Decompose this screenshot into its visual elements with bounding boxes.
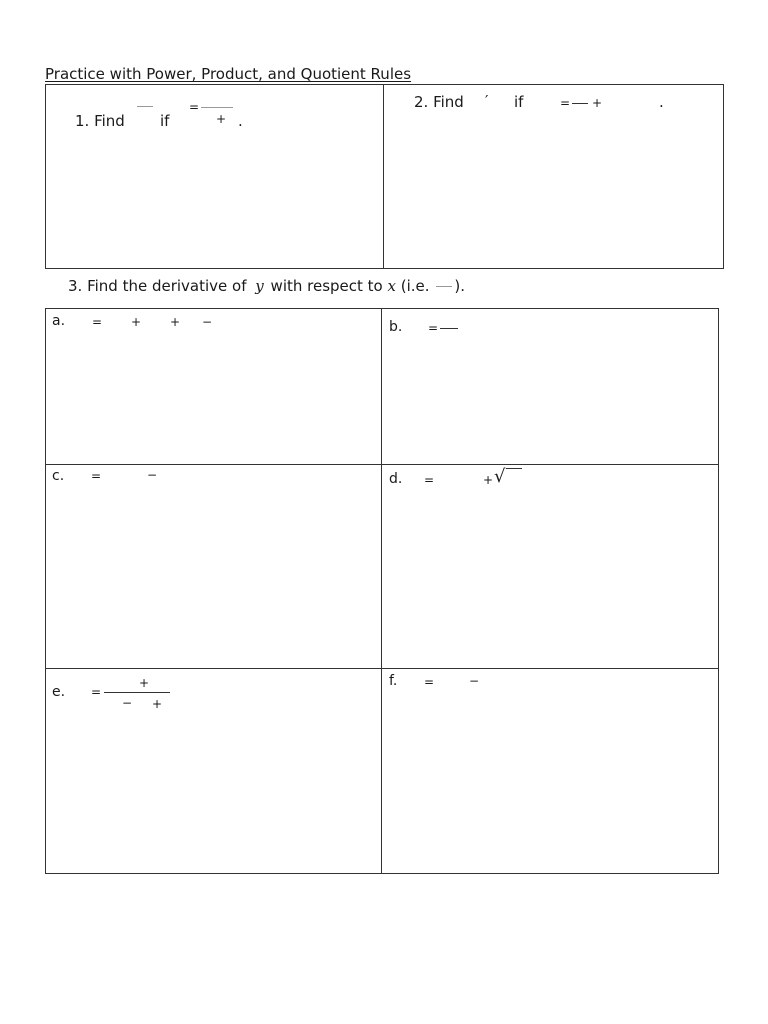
part-f-label: f. [389,673,398,689]
part-a-op1: + [131,315,142,329]
problem-2-period: . [659,93,664,111]
part-e-numerator-op: + [139,676,150,690]
part-d-op1: + [483,473,494,487]
problem-3-middle: with respect to [270,277,383,295]
part-f-equals: = [424,675,435,689]
problem-3-dydx-fraction-bar [436,286,452,287]
problem-1-fraction-bar [201,107,233,108]
part-c-label: c. [52,468,65,484]
part-a-op2: + [170,315,181,329]
problem-3-x: x [387,277,396,295]
part-d-label: d. [389,471,403,487]
parts-grid [45,308,719,874]
problem-1-equals: = [189,100,200,114]
problem-3-instruction [68,279,465,294]
part-a-equals: = [92,315,103,329]
problem-2-prime: ′ [485,92,489,110]
problem-1-period: . [238,112,243,130]
problem-2-if: if [514,93,524,111]
part-b-fraction-bar [440,328,458,329]
part-d-equals: = [424,473,435,487]
problem-2-label: 2. Find [414,93,464,111]
problem-1-plus: + [216,112,227,126]
part-c-op1: − [147,468,158,482]
part-e-denominator-op2: + [152,697,163,711]
page-title: Practice with Power, Product, and Quotient Rules [45,65,412,83]
parts-grid-vertical-divider [381,308,382,874]
parts-grid-row-divider-2 [45,668,719,669]
part-e-equals: = [91,685,102,699]
part-a-op3: − [202,315,213,329]
parts-grid-row-divider-1 [45,464,719,465]
problem-1-label: 1. Find [75,112,125,130]
problem-3-prefix: 3. Find the derivative of [68,277,247,295]
part-d-radical-bar [506,468,522,469]
part-f-op1: − [469,674,480,688]
problem-3-suffix-open: (i.e. [400,277,430,295]
part-e-label: e. [52,684,66,700]
part-d-radical-sign: √ [494,466,506,487]
problem-3-y: y [255,277,264,295]
problem-2-equals: = [560,96,571,110]
problem-2-fraction-bar [572,103,588,104]
part-c-equals: = [91,469,102,483]
problem-1-if: if [160,112,170,130]
part-e-fraction-bar [104,692,170,693]
problem-2-plus: + [592,96,603,110]
top-problems-box [45,84,724,269]
problem-1-derivative-fraction-bar [137,106,153,107]
part-b-equals: = [428,321,439,335]
part-a-label: a. [52,313,66,329]
part-e-denominator-op1: − [122,696,133,710]
top-problems-divider [383,84,384,269]
problem-3-suffix-close: ). [454,277,465,295]
part-b-label: b. [389,319,403,335]
